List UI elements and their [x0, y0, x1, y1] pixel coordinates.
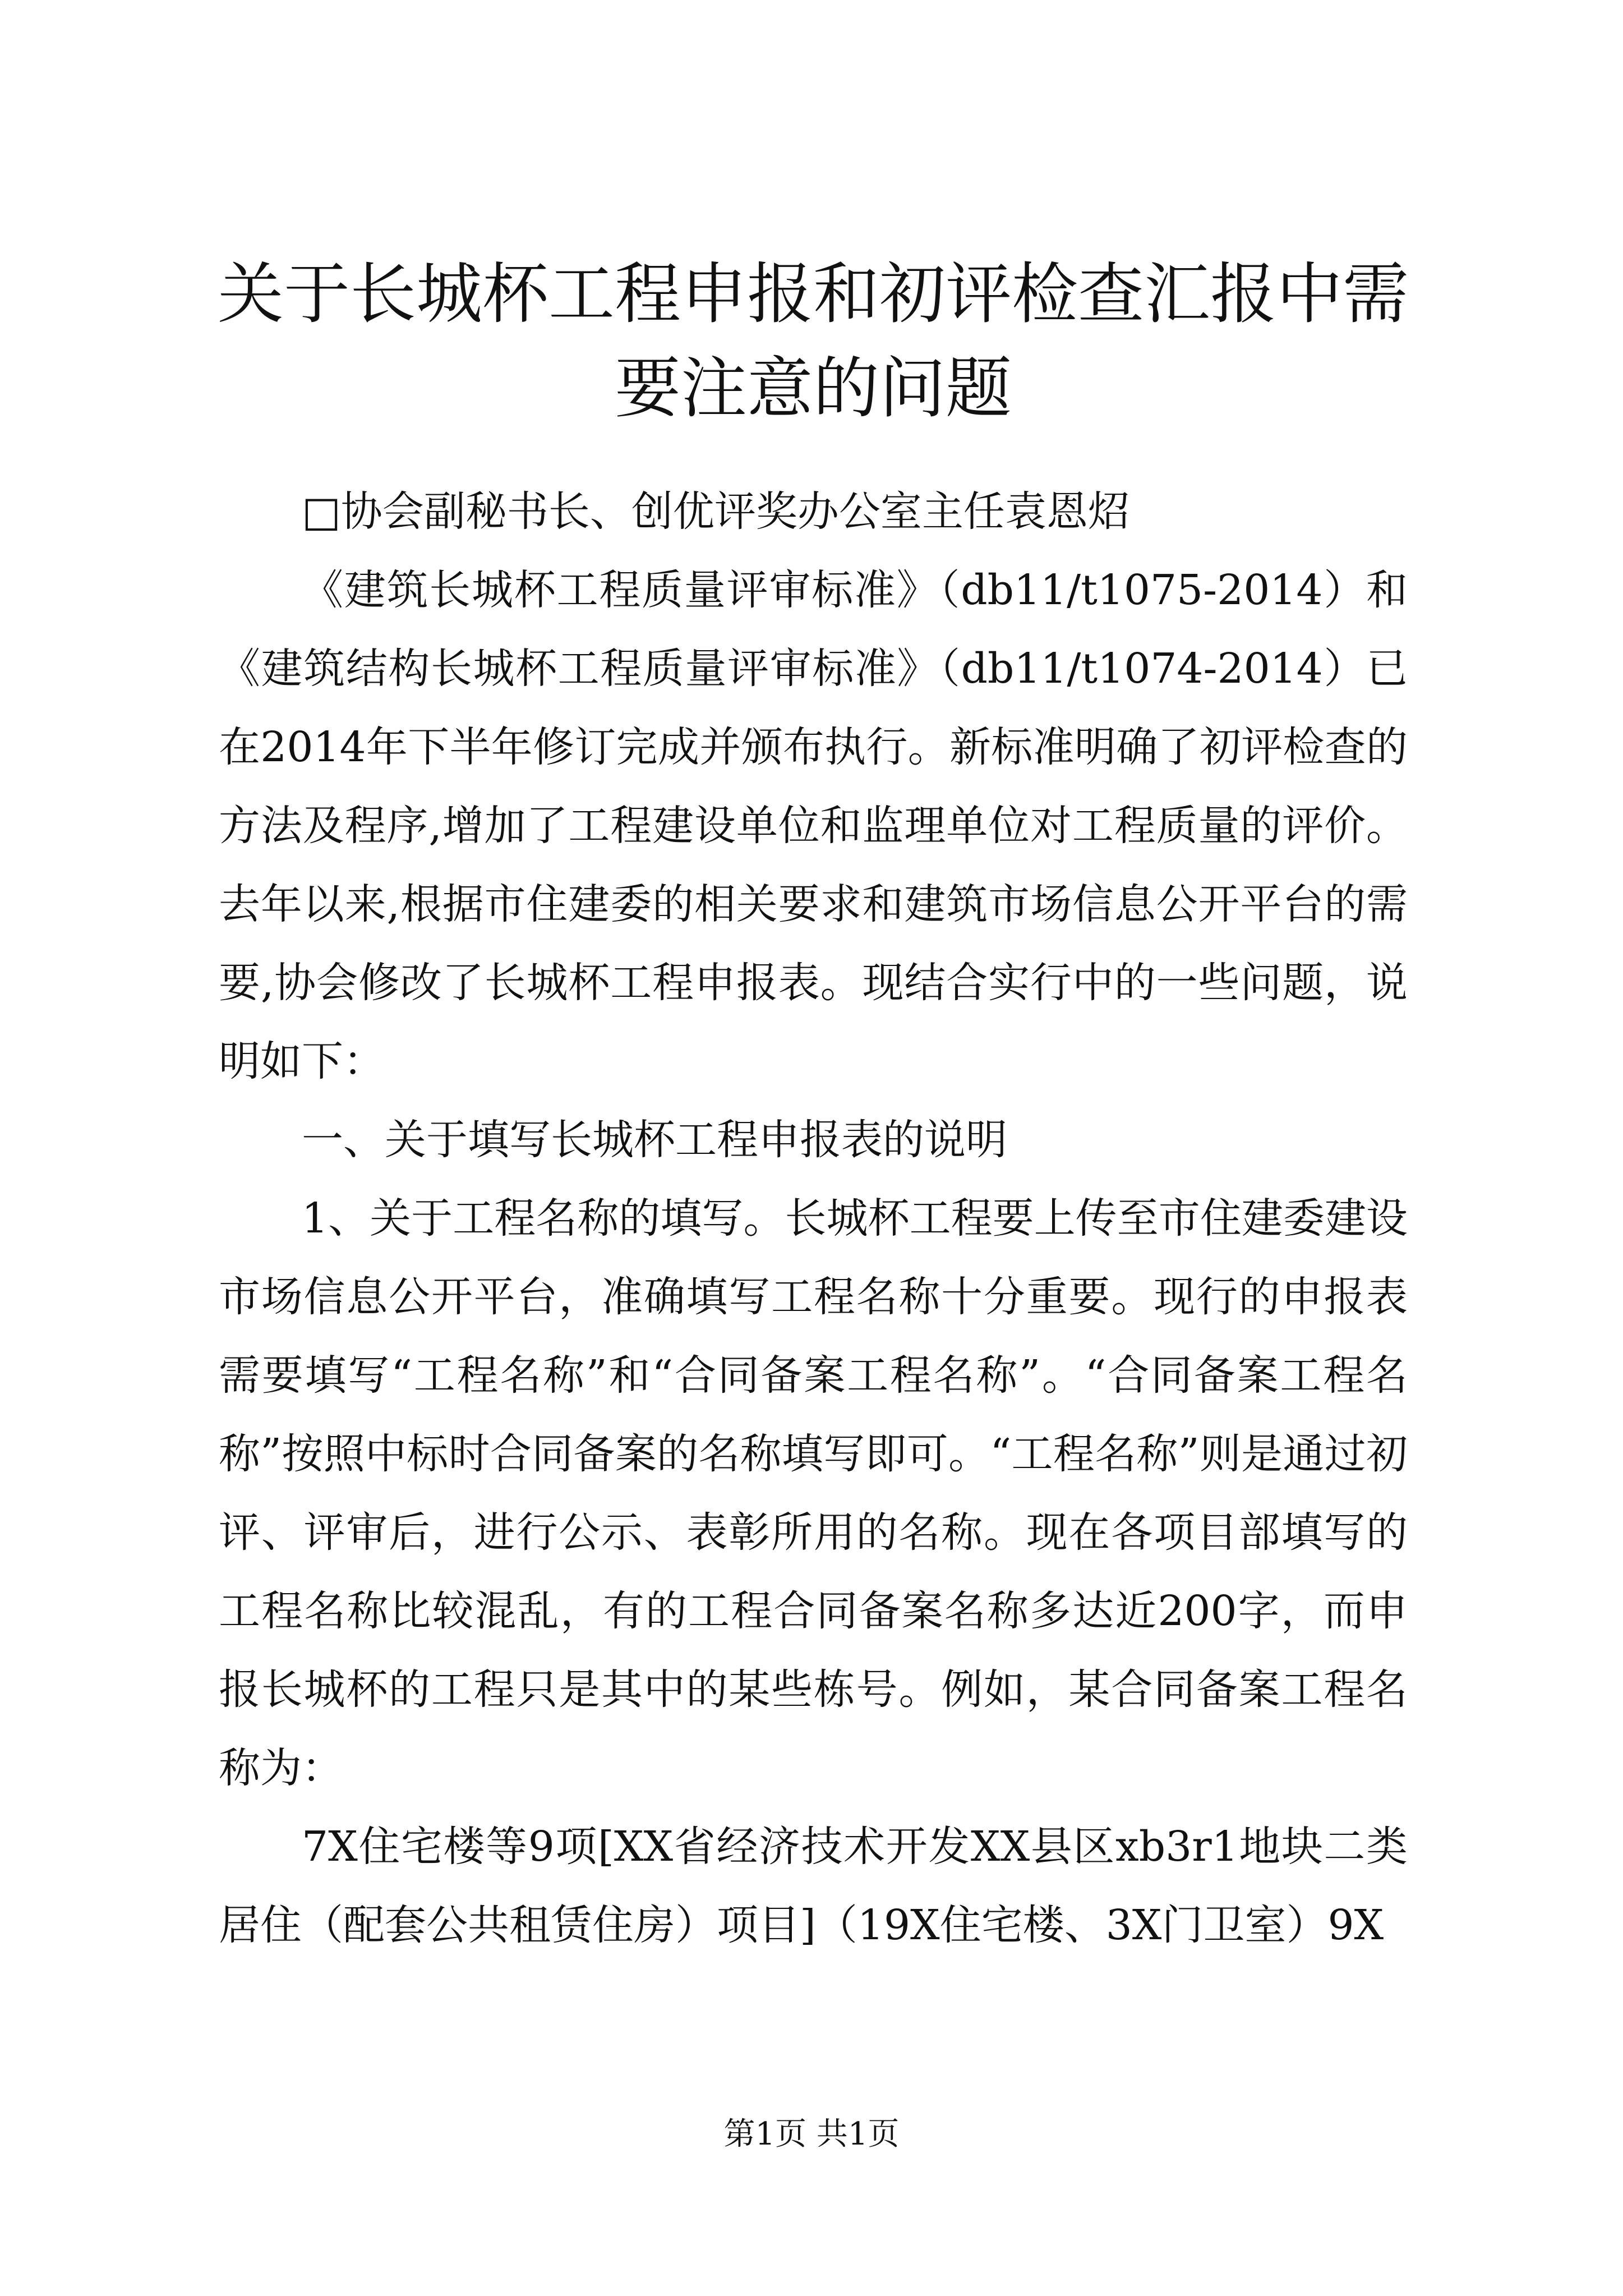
section-heading: 一、关于填写长城杯工程申报表的说明 — [302, 1116, 1007, 1164]
document-title: 关于长城杯工程申报和初评检查汇报中需要注意的问题 — [217, 255, 1409, 427]
document-body — [219, 472, 1408, 1964]
example-paragraph: 7X住宅楼等9项[XX省经济技术开发XX县区xb3r1地块二类居住（配套公共租赁住房）项目]（19X住宅楼、3X门卫室）9X — [219, 1823, 1408, 1949]
item-paragraph: 1、关于工程名称的填写。长城杯工程要上传至市住建委建设市场信息公开平台，准确填写工程名称十分重要。现行的申报表需要填写“工程名称”和“合同备案工程名称”。“合同备案工程名称”按照中标时合同备案的名称填写即可。“工程名称”则是通过初评、评审后，进行公示、表彰所用的名称。现在各项目部填写的工程名称比较混乱，有的工程合同备案名称多达近200字，而申报长城杯的工程只是其中的某些栋号。例如，某合同备案工程名称为： — [219, 1194, 1408, 1792]
intro-paragraph: 《建筑长城杯工程质量评审标准》（db11/t1075-2014）和《建筑结构长城杯工程质量评审标准》（db11/t1074-2014）已在2014年下半年修订完成并颁布执行。新标准明确了初评检查的方法及程序,增加了工程建设单位和监理单位对工程质量的评价。去年以来,根据市住建委的相关要求和建筑市场信息公开平台的需要,协会修改了长城杯工程申报表。现结合实行中的一些问题，说明如下： — [219, 566, 1408, 1085]
page-footer: 第1页 共1页 — [723, 2116, 900, 2152]
author-line: □协会副秘书长、创优评奖办公室主任袁恩炤 — [302, 487, 1129, 536]
